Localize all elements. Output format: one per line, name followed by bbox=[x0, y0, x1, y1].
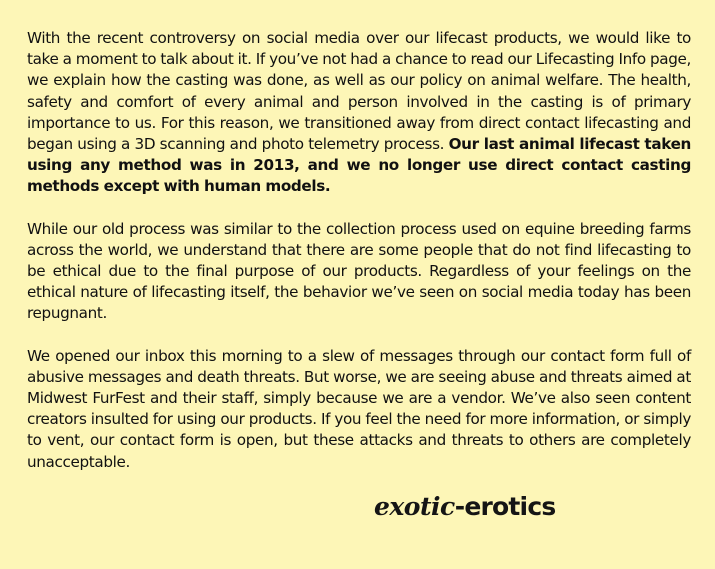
paragraph-1 bbox=[27, 28, 691, 198]
paragraph-1-text: With the recent controversy on social media over our lifecast products, we would like to take a moment to talk about it. If you’ve not had a chance to read our Lifecasting Info page, we explain how the casting was done, as well as our policy on animal welfare. The health, safety and comfort of every animal and person involved in the casting is of primary importance to us. For this reason, we transitioned away from direct contact lifecasting and began using a 3D scanning and photo telemetry process. bbox=[27, 29, 691, 154]
logo-script-part: exotic bbox=[374, 492, 455, 521]
paragraph-1-bold-text: Our last animal lifecast taken using any method was in 2013, and we no longer use direct contact casting methods except with human models. bbox=[27, 135, 691, 196]
brand-logo bbox=[374, 492, 555, 522]
logo-sans-part: -erotics bbox=[454, 492, 556, 521]
paragraph-3: We opened our inbox this morning to a slew of messages through our contact form full of abusive messages and death threats. But worse, we are seeing abuse and threats aimed at Midwest FurFest and their staff, simply because we are a vendor. We’ve also seen content creators insulted for using our products. If you feel the need for more information, or simply to vent, our contact form is open, but these attacks and threats to others are completely unacceptable. bbox=[27, 346, 691, 471]
statement-body bbox=[27, 28, 691, 494]
paragraph-2: While our old process was similar to the collection process used on equine breeding farms across the world, we understand that there are some people that do not find lifecasting to be ethical due to the final purpose of our products. Regardless of your feelings on the ethical nature of lifecasting itself, the behavior we’ve seen on social media today has been repugnant. bbox=[27, 219, 691, 323]
